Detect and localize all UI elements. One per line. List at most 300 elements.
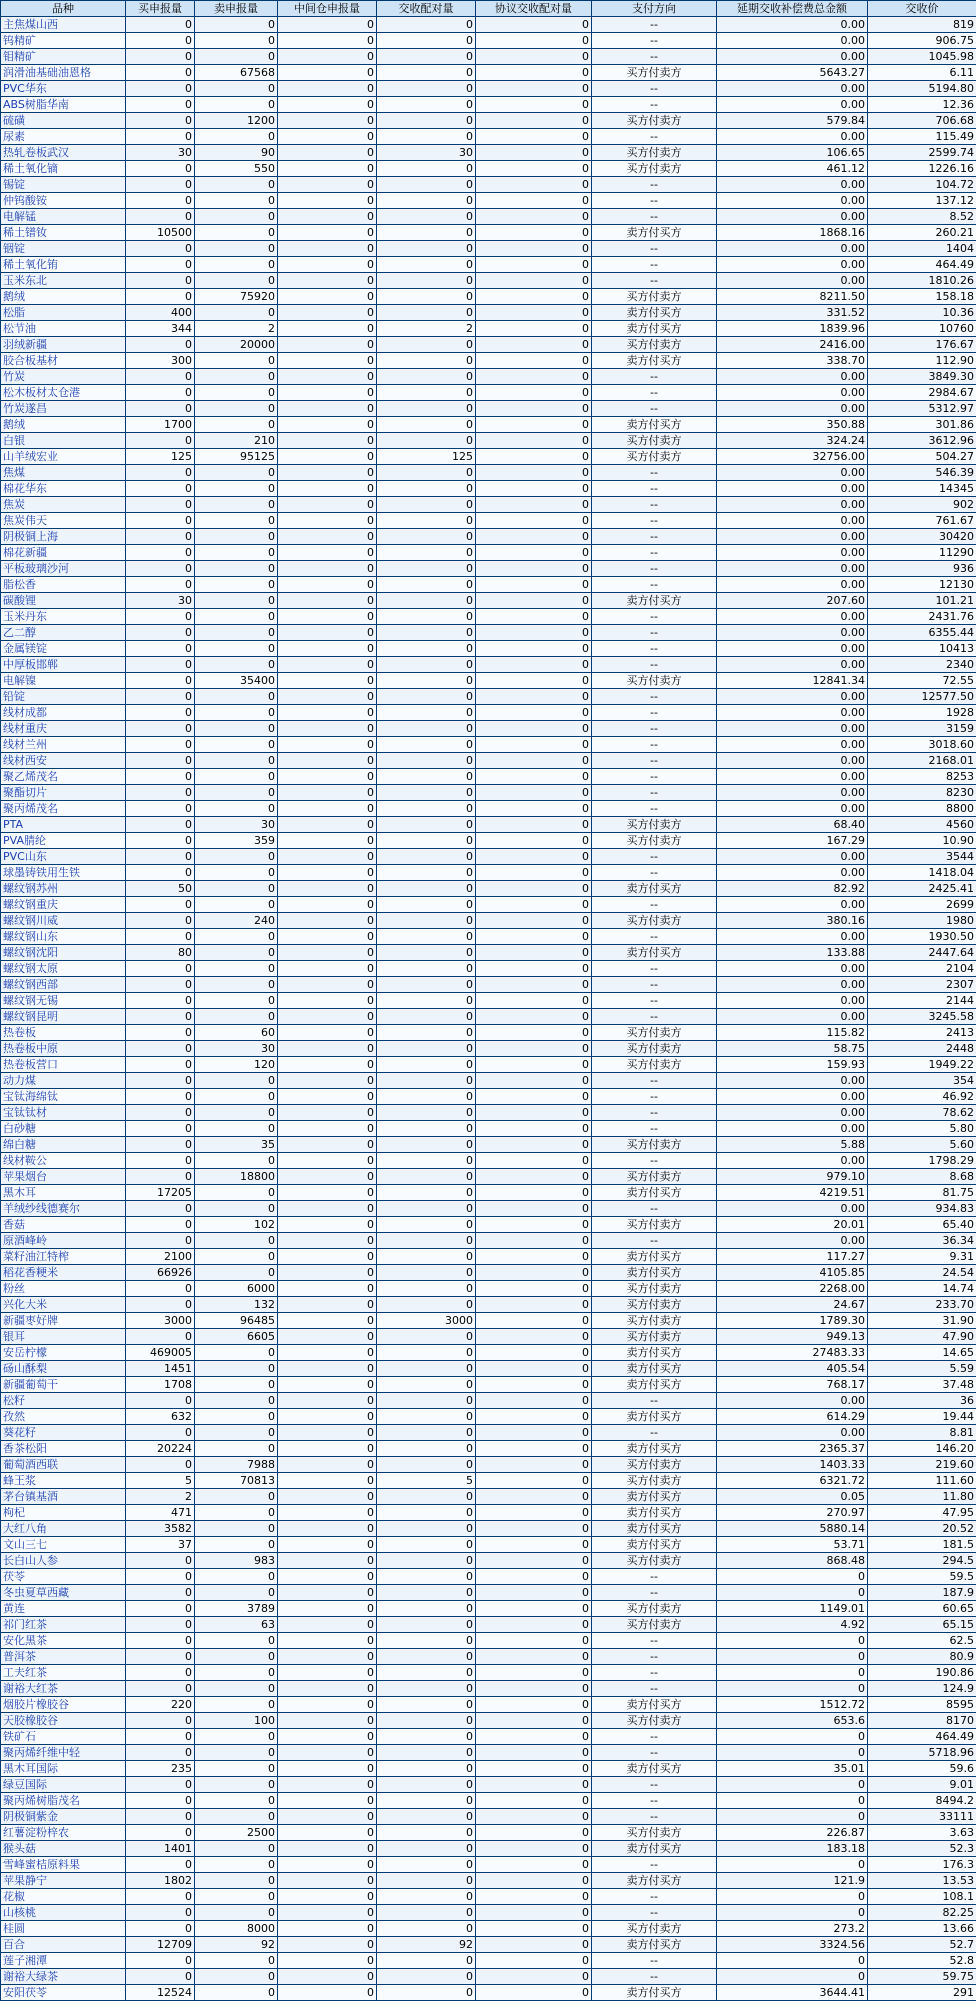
variety-link[interactable]: 中厚板邯郸 [1, 657, 126, 673]
variety-link[interactable]: 黑木耳 [1, 1185, 126, 1201]
cell-delivery-matched: 0 [377, 753, 476, 769]
cell-payment-direction: 卖方付买方 [592, 1441, 717, 1457]
variety-link[interactable]: 松籽 [1, 1393, 126, 1409]
variety-link[interactable]: 白银 [1, 433, 126, 449]
variety-link[interactable]: 银耳 [1, 1329, 126, 1345]
table-row [1, 1841, 976, 1857]
cell-compensation-total: 0.00 [717, 865, 868, 881]
variety-link[interactable]: 祁门红茶 [1, 1617, 126, 1633]
variety-link[interactable]: 香菇 [1, 1217, 126, 1233]
cell-agreement-matched: 0 [476, 1889, 592, 1905]
cell-delivery-matched: 0 [377, 1793, 476, 1809]
table-row [1, 1393, 976, 1409]
cell-middle-warehouse-declared: 0 [278, 1393, 377, 1409]
variety-link[interactable]: 玉米东北 [1, 273, 126, 289]
table-row [1, 1233, 976, 1249]
table-row [1, 33, 976, 49]
variety-link[interactable]: 工夫红茶 [1, 1665, 126, 1681]
cell-delivery-price: 108.1 [868, 1889, 976, 1905]
cell-payment-direction: -- [592, 609, 717, 625]
variety-link[interactable]: 阴极铜上海 [1, 529, 126, 545]
variety-link[interactable]: 螺纹钢沈阳 [1, 945, 126, 961]
variety-link[interactable]: 稀土镨钕 [1, 225, 126, 241]
variety-link[interactable]: 谢裕大绿茶 [1, 1969, 126, 1985]
cell-middle-warehouse-declared: 0 [278, 385, 377, 401]
cell-sell-declared: 0 [195, 193, 278, 209]
table-row [1, 1297, 976, 1313]
variety-link[interactable]: 热卷板中原 [1, 1041, 126, 1057]
variety-link[interactable]: 烟胶片橡胶谷 [1, 1697, 126, 1713]
cell-payment-direction: 买方付卖方 [592, 1041, 717, 1057]
variety-link[interactable]: 锡锭 [1, 177, 126, 193]
variety-link[interactable]: 新疆枣好牌 [1, 1313, 126, 1329]
cell-delivery-matched: 0 [377, 1505, 476, 1521]
cell-delivery-price: 11290 [868, 545, 976, 561]
variety-link[interactable]: 焦炭 [1, 497, 126, 513]
variety-link[interactable]: ABS树脂华南 [1, 97, 126, 113]
variety-link[interactable]: 聚丙烯纤维中轻 [1, 1745, 126, 1761]
cell-middle-warehouse-declared: 0 [278, 1969, 377, 1985]
cell-compensation-total: 0.05 [717, 1489, 868, 1505]
cell-delivery-price: 12130 [868, 577, 976, 593]
cell-payment-direction: 买方付卖方 [592, 337, 717, 353]
cell-agreement-matched: 0 [476, 1121, 592, 1137]
cell-compensation-total: 0.00 [717, 385, 868, 401]
cell-middle-warehouse-declared: 0 [278, 1665, 377, 1681]
cell-buy-declared: 0 [126, 545, 195, 561]
cell-middle-warehouse-declared: 0 [278, 177, 377, 193]
variety-link[interactable]: 花椒 [1, 1889, 126, 1905]
cell-payment-direction: 卖方付买方 [592, 1489, 717, 1505]
cell-sell-declared: 6605 [195, 1329, 278, 1345]
table-row [1, 1281, 976, 1297]
variety-link[interactable]: 山核桃 [1, 1905, 126, 1921]
cell-buy-declared: 0 [126, 1553, 195, 1569]
variety-link[interactable]: 原酒峰岭 [1, 1233, 126, 1249]
cell-agreement-matched: 0 [476, 897, 592, 913]
variety-link[interactable]: PVA腈纶 [1, 833, 126, 849]
variety-link[interactable]: 竹炭遂昌 [1, 401, 126, 417]
variety-link[interactable]: 茯苓 [1, 1569, 126, 1585]
cell-payment-direction: 买方付卖方 [592, 1313, 717, 1329]
cell-payment-direction: 卖方付买方 [592, 1377, 717, 1393]
cell-delivery-price: 233.70 [868, 1297, 976, 1313]
variety-link[interactable]: 菜籽油江特榨 [1, 1249, 126, 1265]
cell-payment-direction: -- [592, 545, 717, 561]
cell-payment-direction: -- [592, 1905, 717, 1921]
table-row [1, 1681, 976, 1697]
cell-middle-warehouse-declared: 0 [278, 1601, 377, 1617]
cell-buy-declared: 0 [126, 1953, 195, 1969]
cell-middle-warehouse-declared: 0 [278, 17, 377, 33]
variety-link[interactable]: PTA [1, 817, 126, 833]
cell-sell-declared: 0 [195, 1233, 278, 1249]
variety-link[interactable]: 聚丙烯树脂茂名 [1, 1793, 126, 1809]
cell-delivery-matched: 0 [377, 1409, 476, 1425]
table-row [1, 97, 976, 113]
variety-link[interactable]: 冬虫夏草西藏 [1, 1585, 126, 1601]
variety-link[interactable]: 黑木耳国际 [1, 1761, 126, 1777]
variety-link[interactable]: 蜂王浆 [1, 1473, 126, 1489]
cell-sell-declared: 0 [195, 417, 278, 433]
variety-link[interactable]: 松脂 [1, 305, 126, 321]
table-row [1, 337, 976, 353]
variety-link[interactable]: 钼精矿 [1, 49, 126, 65]
variety-link[interactable]: 球墨铸铁用生铁 [1, 865, 126, 881]
cell-middle-warehouse-declared: 0 [278, 881, 377, 897]
cell-sell-declared: 0 [195, 1633, 278, 1649]
variety-link[interactable]: 砀山酥梨 [1, 1361, 126, 1377]
cell-middle-warehouse-declared: 0 [278, 577, 377, 593]
cell-agreement-matched: 0 [476, 1345, 592, 1361]
variety-link[interactable]: 电解镍 [1, 673, 126, 689]
cell-payment-direction: -- [592, 369, 717, 385]
cell-buy-declared: 0 [126, 977, 195, 993]
variety-link[interactable]: 聚酯切片 [1, 785, 126, 801]
cell-delivery-matched: 0 [377, 1521, 476, 1537]
variety-link[interactable]: 稀土氧化铕 [1, 257, 126, 273]
variety-link[interactable]: 茅台镇基酒 [1, 1489, 126, 1505]
cell-delivery-price: 354 [868, 1073, 976, 1089]
variety-link[interactable]: 玉米丹东 [1, 609, 126, 625]
variety-link[interactable]: 孜然 [1, 1409, 126, 1425]
variety-link[interactable]: 胶合板基材 [1, 353, 126, 369]
cell-delivery-price: 111.60 [868, 1473, 976, 1489]
table-row [1, 1649, 976, 1665]
cell-sell-declared: 0 [195, 353, 278, 369]
variety-link[interactable]: 新疆葡萄干 [1, 1377, 126, 1393]
variety-link[interactable]: 绿豆国际 [1, 1777, 126, 1793]
cell-buy-declared: 0 [126, 1793, 195, 1809]
cell-agreement-matched: 0 [476, 609, 592, 625]
variety-link[interactable]: 铟锭 [1, 241, 126, 257]
table-row [1, 1201, 976, 1217]
variety-link[interactable]: 山羊绒宏业 [1, 449, 126, 465]
variety-link[interactable]: 铅锭 [1, 689, 126, 705]
variety-link[interactable]: 安岳柠檬 [1, 1345, 126, 1361]
table-row [1, 65, 976, 81]
cell-sell-declared: 30 [195, 1041, 278, 1057]
variety-link[interactable]: 硫磺 [1, 113, 126, 129]
cell-agreement-matched: 0 [476, 1361, 592, 1377]
cell-compensation-total: 115.82 [717, 1025, 868, 1041]
cell-sell-declared: 0 [195, 1841, 278, 1857]
variety-link[interactable]: 铁矿石 [1, 1729, 126, 1745]
variety-link[interactable]: 棉花新疆 [1, 545, 126, 561]
variety-link[interactable]: 葡萄酒西联 [1, 1457, 126, 1473]
variety-link[interactable]: 白砂糖 [1, 1121, 126, 1137]
variety-link[interactable]: 松木板材太仓港 [1, 385, 126, 401]
cell-middle-warehouse-declared: 0 [278, 849, 377, 865]
variety-link[interactable]: 黄连 [1, 1601, 126, 1617]
table-row [1, 1537, 976, 1553]
cell-delivery-price: 2144 [868, 993, 976, 1009]
cell-delivery-price: 65.15 [868, 1617, 976, 1633]
cell-agreement-matched: 0 [476, 1793, 592, 1809]
cell-delivery-matched: 2 [377, 321, 476, 337]
variety-link[interactable]: 螺纹钢西部 [1, 977, 126, 993]
variety-link[interactable]: 鹅绒 [1, 289, 126, 305]
cell-compensation-total: 167.29 [717, 833, 868, 849]
cell-delivery-matched: 0 [377, 1057, 476, 1073]
variety-link[interactable]: 羽绒新疆 [1, 337, 126, 353]
table-row [1, 1921, 976, 1937]
cell-sell-declared: 0 [195, 561, 278, 577]
variety-link[interactable]: 猴头菇 [1, 1841, 126, 1857]
table-row [1, 881, 976, 897]
variety-link[interactable]: 润滑油基础油恩格 [1, 65, 126, 81]
cell-delivery-price: 1226.16 [868, 161, 976, 177]
cell-buy-declared: 0 [126, 65, 195, 81]
cell-delivery-matched: 0 [377, 721, 476, 737]
cell-delivery-matched: 0 [377, 1009, 476, 1025]
variety-link[interactable]: 谢裕大红茶 [1, 1681, 126, 1697]
cell-payment-direction: 买方付卖方 [592, 65, 717, 81]
variety-link[interactable]: 电解锰 [1, 209, 126, 225]
cell-compensation-total: 133.88 [717, 945, 868, 961]
cell-agreement-matched: 0 [476, 1425, 592, 1441]
cell-delivery-matched: 0 [377, 1121, 476, 1137]
cell-payment-direction: -- [592, 1953, 717, 1969]
variety-link[interactable]: 钨精矿 [1, 33, 126, 49]
variety-link[interactable]: 聚乙烯茂名 [1, 769, 126, 785]
variety-link[interactable]: 鹅绒 [1, 417, 126, 433]
variety-link[interactable]: 葵花籽 [1, 1425, 126, 1441]
variety-link[interactable]: 线材鞍公 [1, 1153, 126, 1169]
variety-link[interactable]: 绵白糖 [1, 1137, 126, 1153]
variety-link[interactable]: 粉丝 [1, 1281, 126, 1297]
cell-delivery-price: 8800 [868, 801, 976, 817]
table-row [1, 1105, 976, 1121]
variety-link[interactable]: 大红八角 [1, 1521, 126, 1537]
cell-buy-declared: 0 [126, 1105, 195, 1121]
variety-link[interactable]: 百合 [1, 1937, 126, 1953]
variety-link[interactable]: 线材重庆 [1, 721, 126, 737]
cell-sell-declared: 0 [195, 1105, 278, 1121]
cell-buy-declared: 0 [126, 1569, 195, 1585]
cell-compensation-total: 0.00 [717, 465, 868, 481]
variety-link[interactable]: 文山三七 [1, 1537, 126, 1553]
cell-payment-direction: -- [592, 529, 717, 545]
variety-link[interactable]: 热卷板 [1, 1025, 126, 1041]
cell-compensation-total: 8211.50 [717, 289, 868, 305]
variety-link[interactable]: 竹炭 [1, 369, 126, 385]
table-row [1, 961, 976, 977]
cell-delivery-price: 62.5 [868, 1633, 976, 1649]
variety-link[interactable]: 羊绒纱线德赛尔 [1, 1201, 126, 1217]
table-row [1, 1009, 976, 1025]
cell-sell-declared: 1200 [195, 113, 278, 129]
cell-middle-warehouse-declared: 0 [278, 737, 377, 753]
cell-buy-declared: 0 [126, 1169, 195, 1185]
variety-link[interactable]: PVC华东 [1, 81, 126, 97]
variety-link[interactable]: 宝钛海绵钛 [1, 1089, 126, 1105]
variety-link[interactable]: 安阳茯苓 [1, 1985, 126, 2001]
cell-compensation-total: 0.00 [717, 193, 868, 209]
variety-link[interactable]: 平板玻璃沙河 [1, 561, 126, 577]
cell-agreement-matched: 0 [476, 1137, 592, 1153]
cell-agreement-matched: 0 [476, 1009, 592, 1025]
variety-link[interactable]: 苹果静宁 [1, 1873, 126, 1889]
cell-agreement-matched: 0 [476, 945, 592, 961]
variety-link[interactable]: 线材成都 [1, 705, 126, 721]
cell-payment-direction: 卖方付买方 [592, 1345, 717, 1361]
variety-link[interactable]: 螺纹钢无锡 [1, 993, 126, 1009]
cell-delivery-matched: 0 [377, 1841, 476, 1857]
cell-middle-warehouse-declared: 0 [278, 1521, 377, 1537]
cell-middle-warehouse-declared: 0 [278, 961, 377, 977]
cell-payment-direction: 买方付卖方 [592, 913, 717, 929]
cell-sell-declared: 0 [195, 609, 278, 625]
table-row [1, 801, 976, 817]
cell-delivery-matched: 0 [377, 1233, 476, 1249]
cell-sell-declared: 0 [195, 1793, 278, 1809]
variety-link[interactable]: 棉花华东 [1, 481, 126, 497]
cell-sell-declared: 0 [195, 1521, 278, 1537]
cell-middle-warehouse-declared: 0 [278, 65, 377, 81]
cell-delivery-price: 1810.26 [868, 273, 976, 289]
variety-link[interactable]: 聚丙烯茂名 [1, 801, 126, 817]
cell-middle-warehouse-declared: 0 [278, 433, 377, 449]
table-row [1, 865, 976, 881]
cell-sell-declared: 0 [195, 625, 278, 641]
variety-link[interactable]: 动力煤 [1, 1073, 126, 1089]
cell-buy-declared: 0 [126, 289, 195, 305]
variety-link[interactable]: 松节油 [1, 321, 126, 337]
variety-link[interactable]: 焦煤 [1, 465, 126, 481]
table-row [1, 1041, 976, 1057]
variety-link[interactable]: 线材兰州 [1, 737, 126, 753]
cell-delivery-matched: 0 [377, 1585, 476, 1601]
cell-buy-declared: 1802 [126, 1873, 195, 1889]
variety-link[interactable]: 稻花香粳米 [1, 1265, 126, 1281]
cell-delivery-price: 3245.58 [868, 1009, 976, 1025]
cell-delivery-price: 31.90 [868, 1313, 976, 1329]
cell-compensation-total: 0.00 [717, 961, 868, 977]
cell-agreement-matched: 0 [476, 1217, 592, 1233]
cell-middle-warehouse-declared: 0 [278, 609, 377, 625]
variety-link[interactable]: 稀土氧化镝 [1, 161, 126, 177]
variety-link[interactable]: 红薯淀粉梓农 [1, 1825, 126, 1841]
cell-agreement-matched: 0 [476, 1441, 592, 1457]
variety-link[interactable]: 线材西安 [1, 753, 126, 769]
cell-agreement-matched: 0 [476, 561, 592, 577]
variety-link[interactable]: 热卷板营口 [1, 1057, 126, 1073]
table-row [1, 241, 976, 257]
cell-middle-warehouse-declared: 0 [278, 1953, 377, 1969]
cell-delivery-price: 2599.74 [868, 145, 976, 161]
variety-link[interactable]: 阴极铜紫金 [1, 1809, 126, 1825]
cell-delivery-matched: 0 [377, 1025, 476, 1041]
variety-link[interactable]: 普洱茶 [1, 1649, 126, 1665]
variety-link[interactable]: 莲子湘潭 [1, 1953, 126, 1969]
cell-sell-declared: 0 [195, 305, 278, 321]
variety-link[interactable]: 螺纹钢川威 [1, 913, 126, 929]
variety-link[interactable]: 脂松香 [1, 577, 126, 593]
variety-link[interactable]: 热轧卷板武汉 [1, 145, 126, 161]
cell-delivery-price: 176.67 [868, 337, 976, 353]
variety-link[interactable]: PVC山东 [1, 849, 126, 865]
cell-middle-warehouse-declared: 0 [278, 545, 377, 561]
table-row [1, 673, 976, 689]
variety-link[interactable]: 枸杞 [1, 1505, 126, 1521]
cell-delivery-matched: 0 [377, 673, 476, 689]
table-row [1, 465, 976, 481]
cell-delivery-matched: 0 [377, 1361, 476, 1377]
cell-agreement-matched: 0 [476, 1201, 592, 1217]
variety-link[interactable]: 螺纹钢苏州 [1, 881, 126, 897]
cell-delivery-price: 3.63 [868, 1825, 976, 1841]
variety-link[interactable]: 兴化大米 [1, 1297, 126, 1313]
cell-agreement-matched: 0 [476, 497, 592, 513]
variety-link[interactable]: 碳酸锂 [1, 593, 126, 609]
cell-payment-direction: -- [592, 129, 717, 145]
cell-compensation-total: 0.00 [717, 1009, 868, 1025]
cell-payment-direction: -- [592, 401, 717, 417]
table-row [1, 721, 976, 737]
variety-link[interactable]: 雪峰蜜桔原料果 [1, 1857, 126, 1873]
variety-link[interactable]: 长白山人参 [1, 1553, 126, 1569]
cell-sell-declared: 0 [195, 1729, 278, 1745]
variety-link[interactable]: 苹果烟台 [1, 1169, 126, 1185]
cell-compensation-total: 0.00 [717, 209, 868, 225]
variety-link[interactable]: 螺纹钢昆明 [1, 1009, 126, 1025]
table-row [1, 1137, 976, 1153]
cell-delivery-price: 464.49 [868, 1729, 976, 1745]
cell-payment-direction: -- [592, 737, 717, 753]
cell-agreement-matched: 0 [476, 881, 592, 897]
variety-link[interactable]: 螺纹钢太原 [1, 961, 126, 977]
cell-sell-declared: 550 [195, 161, 278, 177]
variety-link[interactable]: 天胶橡胶谷 [1, 1713, 126, 1729]
cell-delivery-price: 47.90 [868, 1329, 976, 1345]
variety-link[interactable]: 螺纹钢重庆 [1, 897, 126, 913]
cell-sell-declared: 0 [195, 481, 278, 497]
cell-buy-declared: 0 [126, 465, 195, 481]
cell-agreement-matched: 0 [476, 545, 592, 561]
cell-sell-declared: 0 [195, 657, 278, 673]
variety-link[interactable]: 仲钨酸铵 [1, 193, 126, 209]
cell-middle-warehouse-declared: 0 [278, 1201, 377, 1217]
variety-link[interactable]: 尿素 [1, 129, 126, 145]
cell-buy-declared: 0 [126, 113, 195, 129]
cell-agreement-matched: 0 [476, 1329, 592, 1345]
cell-compensation-total: 1789.30 [717, 1313, 868, 1329]
table-row [1, 209, 976, 225]
variety-link[interactable]: 螺纹钢山东 [1, 929, 126, 945]
variety-link[interactable]: 焦炭伟天 [1, 513, 126, 529]
cell-compensation-total: 20.01 [717, 1217, 868, 1233]
cell-sell-declared: 60 [195, 1025, 278, 1041]
cell-delivery-price: 10413 [868, 641, 976, 657]
variety-link[interactable]: 宝钛钛材 [1, 1105, 126, 1121]
variety-link[interactable]: 桂圆 [1, 1921, 126, 1937]
cell-buy-declared: 0 [126, 1233, 195, 1249]
variety-link[interactable]: 安化黑茶 [1, 1633, 126, 1649]
cell-sell-declared: 0 [195, 593, 278, 609]
cell-compensation-total: 0.00 [717, 929, 868, 945]
cell-payment-direction: 买方付卖方 [592, 289, 717, 305]
cell-sell-declared: 0 [195, 993, 278, 1009]
variety-link[interactable]: 主焦煤山西 [1, 17, 126, 33]
cell-compensation-total: 35.01 [717, 1761, 868, 1777]
cell-payment-direction: -- [592, 49, 717, 65]
variety-link[interactable]: 乙二醇 [1, 625, 126, 641]
variety-link[interactable]: 香茶松阳 [1, 1441, 126, 1457]
variety-link[interactable]: 金属镁锭 [1, 641, 126, 657]
cell-buy-declared: 0 [126, 785, 195, 801]
cell-delivery-matched: 0 [377, 1377, 476, 1393]
